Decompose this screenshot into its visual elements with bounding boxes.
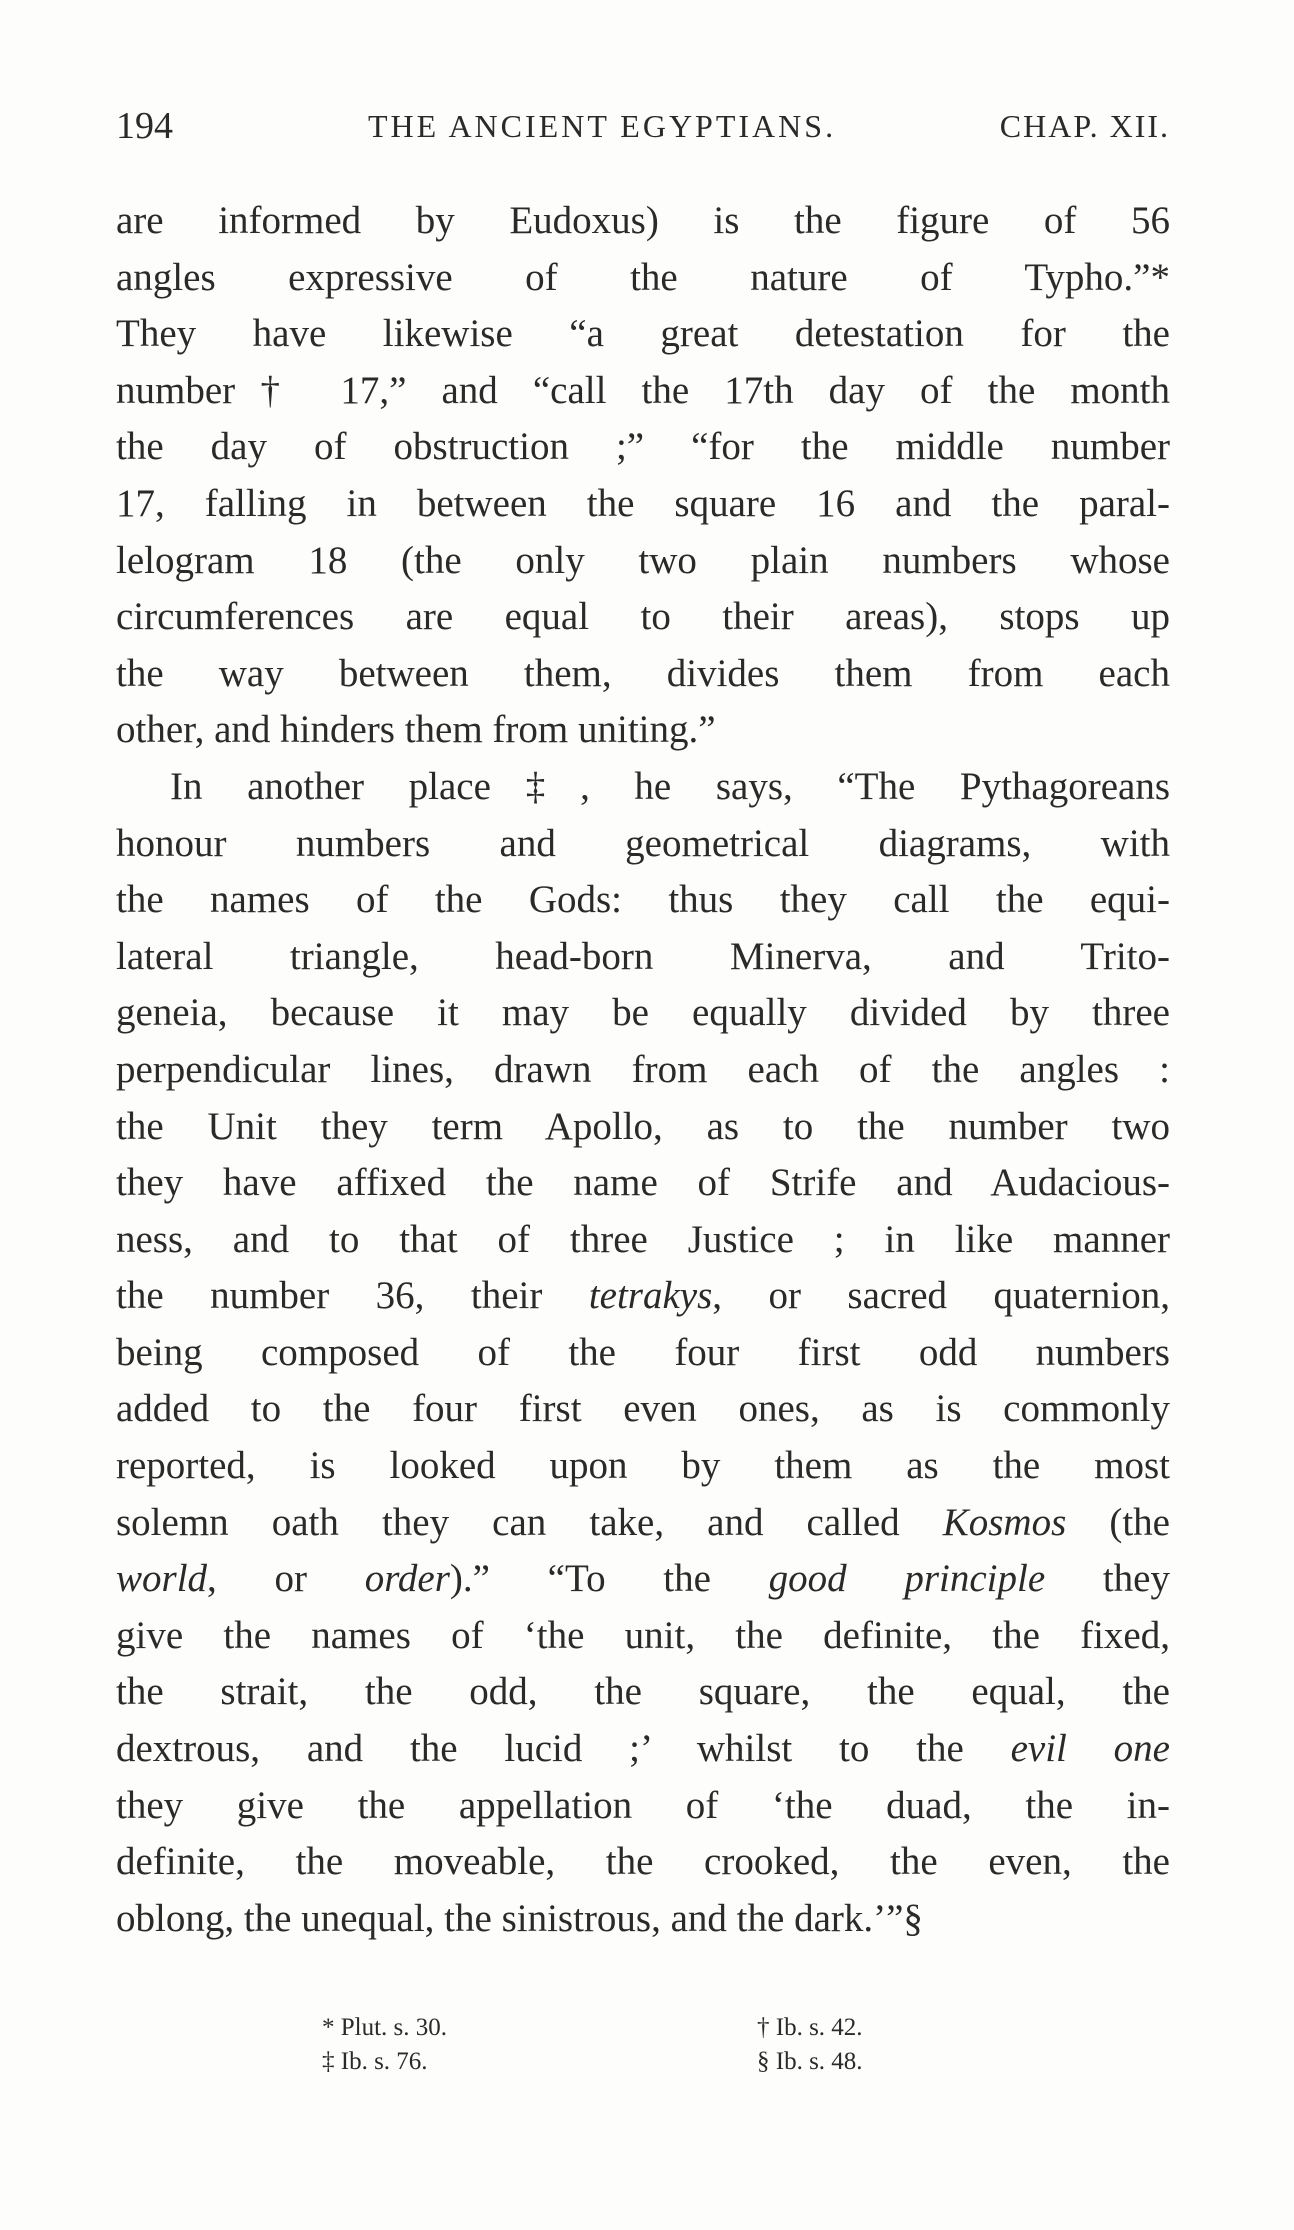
text-line: lateral triangle, head-born Minerva, and Trito- xyxy=(116,934,1170,978)
text-line: angles expressive of the nature of Typho.”* xyxy=(116,255,1170,299)
text-line: number† 17,” and “call the 17th day of the month xyxy=(116,368,1170,412)
text-line: the number 36, their tetrakys, or sacred quaternion, xyxy=(116,1274,1170,1318)
text-line: oblong, the unequal, the sinistrous, and the dark.’”§ xyxy=(116,1896,923,1940)
text-line: world, or order).” “To the good principle they xyxy=(116,1557,1170,1601)
text-line: the strait, the odd, the square, the equal, the xyxy=(116,1670,1170,1714)
text-line: dextrous, and the lucid ;’ whilst to the evil one xyxy=(116,1727,1170,1771)
footnote-3: ‡ Ib. s. 76. xyxy=(322,2048,428,2075)
footnote-2: † Ib. s. 42. xyxy=(757,2014,863,2041)
text-line: other, and hinders them from uniting.” xyxy=(116,708,716,752)
text-line: they give the appellation of ‘the duad, the in- xyxy=(116,1783,1170,1827)
text-line: being composed of the four first odd numbers xyxy=(116,1330,1170,1374)
text-line: they have affixed the name of Strife and Audacious- xyxy=(116,1161,1170,1205)
chapter-label: CHAP. XII. xyxy=(999,108,1170,144)
text-line: circumferences are equal to their areas), stops up xyxy=(116,595,1170,639)
text-line: are informed by Eudoxus) is the figure of 56 xyxy=(116,199,1170,242)
text-line: They have likewise “a great detestation for the xyxy=(116,312,1170,356)
text-line: definite, the moveable, the crooked, the even, the xyxy=(116,1840,1170,1884)
text-line: reported, is looked upon by them as the most xyxy=(116,1444,1170,1488)
footnote-4: § Ib. s. 48. xyxy=(757,2048,863,2075)
text-line: the way between them, divides them from each xyxy=(116,651,1170,695)
text-line: honour numbers and geometrical diagrams, with xyxy=(116,821,1170,865)
text-line: added to the four first even ones, as is commonly xyxy=(116,1387,1170,1431)
text-line: lelogram 18 (the only two plain numbers whose xyxy=(116,538,1170,582)
page-number: 194 xyxy=(116,105,173,147)
text-line: the day of obstruction ;” “for the middle number xyxy=(116,425,1170,469)
text-line: ness, and to that of three Justice ; in like manner xyxy=(116,1217,1170,1261)
text-line: 17, falling in between the square 16 and the paral- xyxy=(116,481,1170,525)
running-head xyxy=(116,104,1170,152)
text-line: In another place‡, he says, “The Pythagoreans xyxy=(170,764,1170,808)
text-line: perpendicular lines, drawn from each of the angles : xyxy=(116,1047,1170,1091)
text-line: the names of the Gods: thus they call the equi- xyxy=(116,878,1170,922)
body-text xyxy=(116,193,1170,1947)
text-line: give the names of ‘the unit, the definite, the fixed, xyxy=(116,1613,1170,1657)
footnote-1: * Plut. s. 30. xyxy=(322,2014,448,2041)
text-line: solemn oath they can take, and called Kosmos (the xyxy=(116,1500,1170,1544)
text-line: geneia, because it may be equally divided by three xyxy=(116,991,1170,1035)
running-title: THE ANCIENT EGYPTIANS. xyxy=(368,108,837,144)
text-line: the Unit they term Apollo, as to the number two xyxy=(116,1104,1170,1148)
